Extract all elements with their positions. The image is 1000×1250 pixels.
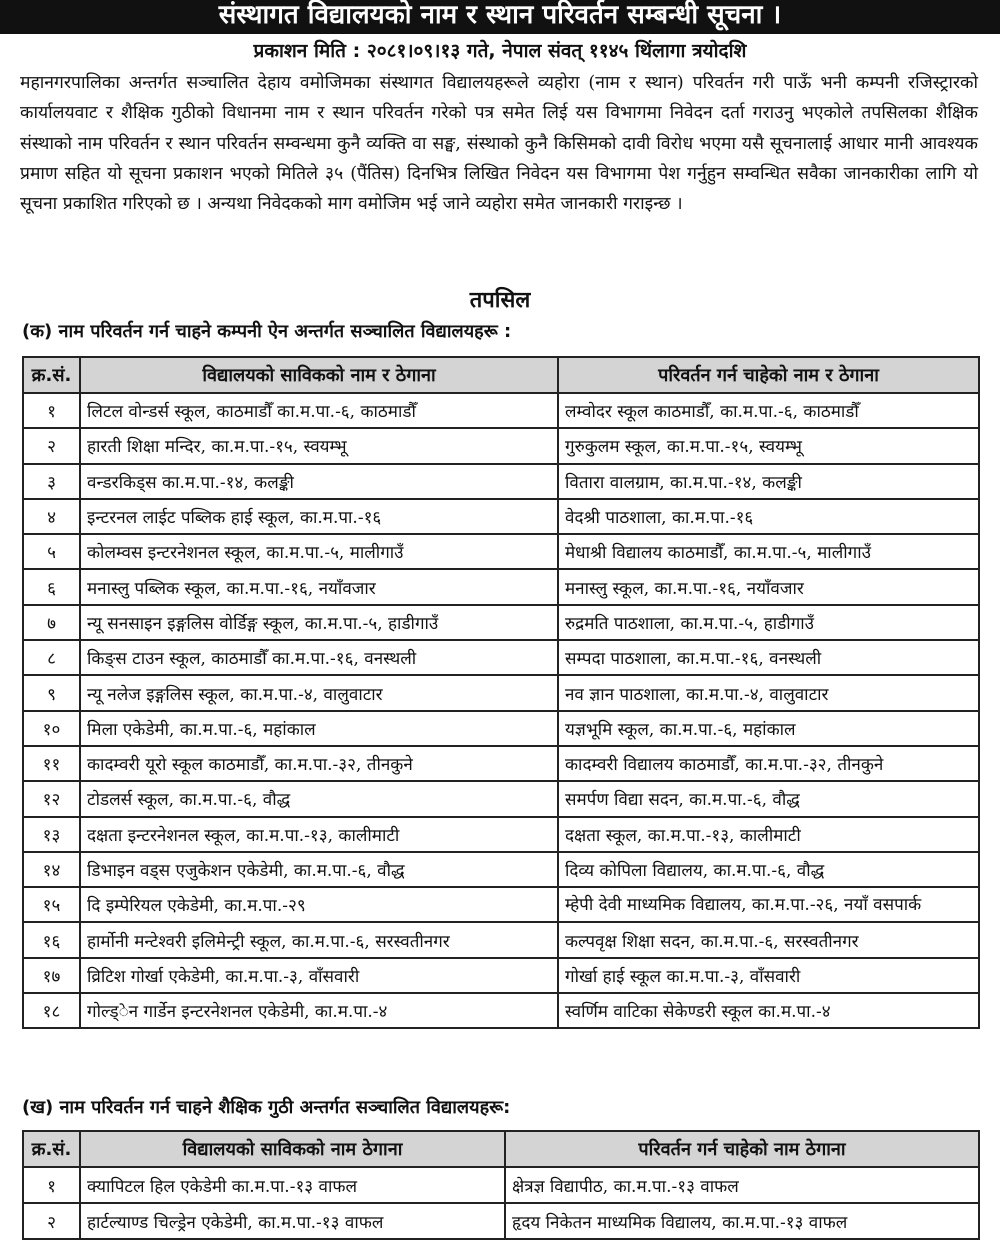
serial-cell: १८ [23,993,80,1028]
serial-cell: ४ [23,499,80,534]
old-name-cell: हार्टल्याण्ड चिल्ड्रेन एकेडेमी, का.म.पा.-१३ वाफल [80,1203,505,1239]
table-row [23,781,979,816]
table-row [23,428,979,463]
table-row [23,993,979,1028]
new-name-cell: लम्वोदर स्कूल काठमाडौँ, का.म.पा.-६, काठमाडौँ [558,393,979,428]
new-name-cell: वितारा वालग्राम, का.म.पा.-१४, कलङ्की [558,464,979,499]
table-row [23,393,979,428]
new-name-cell: मेधाश्री विद्यालय काठमाडौँ, का.म.पा.-५, मालीगाउँ [558,534,979,569]
new-name-cell: दक्षता स्कूल, का.म.पा.-१३, कालीमाटी [558,817,979,852]
serial-cell: ६ [23,569,80,604]
section-a-table [22,356,980,1029]
new-name-cell: रुद्रमति पाठशाला, का.म.पा.-५, हाडीगाउँ [558,605,979,640]
table-header-row [23,357,979,393]
old-name-cell: दक्षता इन्टरनेशनल स्कूल, का.म.पा.-१३, कालीमाटी [80,817,558,852]
new-name-cell: दिव्य कोपिला विद्यालय, का.म.पा.-६, वौद्ध [558,852,979,887]
old-name-cell: क्यापिटल हिल एकेडेमी का.म.पा.-१३ वाफल [80,1167,505,1203]
table-row [23,817,979,852]
table-row [23,675,979,710]
table-row [23,640,979,675]
old-name-cell: कोलम्वस इन्टरनेशनल स्कूल, का.म.पा.-५, मालीगाउँ [80,534,558,569]
notice-title: संस्थागत विद्यालयको नाम र स्थान परिवर्तन सम्बन्धी सूचना । [0,0,1000,34]
serial-cell: २ [23,1203,80,1239]
serial-cell: ९ [23,675,80,710]
old-name-cell: डिभाइन वड्स एजुकेशन एकेडेमी, का.म.पा.-६, वौद्ध [80,852,558,887]
serial-cell: १० [23,711,80,746]
column-header-new-name: परिवर्तन गर्न चाहेको नाम र ठेगाना [558,357,979,393]
table-row [23,1167,979,1203]
table-row [23,887,979,922]
old-name-cell: मनास्लु पब्लिक स्कूल, का.म.पा.-१६, नयाँवजार [80,569,558,604]
table-row [23,464,979,499]
old-name-cell: व्रिटिश गोर्खा एकेडेमी, का.म.पा.-३, वाँसवारी [80,958,558,993]
table-row [23,922,979,957]
serial-cell: ५ [23,534,80,569]
old-name-cell: वन्डरकिड्स का.म.पा.-१४, कलङ्की [80,464,558,499]
new-name-cell: हृदय निकेतन माध्यमिक विद्यालय, का.म.पा.-१३ वाफल [505,1203,979,1239]
old-name-cell: लिटल वोन्डर्स स्कूल, काठमाडौँ का.म.पा.-६, काठमाडौँ [80,393,558,428]
section-a-heading: (क) नाम परिवर्तन गर्न चाहने कम्पनी ऐन अन्तर्गत सञ्चालित विद्यालयहरू : [22,321,512,342]
old-name-cell: किङ्स टाउन स्कूल, काठमाडौँ का.म.पा.-१६, वनस्थली [80,640,558,675]
old-name-cell: मिला एकेडेमी, का.म.पा.-६, महांकाल [80,711,558,746]
new-name-cell: वेदश्री पाठशाला, का.म.पा.-१६ [558,499,979,534]
column-header-serial: क्र.सं. [23,1131,80,1167]
section-b-table [22,1130,980,1240]
new-name-cell: सम्पदा पाठशाला, का.म.पा.-१६, वनस्थली [558,640,979,675]
old-name-cell: न्यू सनसाइन इङ्गलिस वोर्डिङ्ग स्कूल, का.म.पा.-५, हाडीगाउँ [80,605,558,640]
old-name-cell: हारती शिक्षा मन्दिर, का.म.पा.-१५, स्वयम्भू [80,428,558,463]
column-header-old-name: विद्यालयको साविकको नाम र ठेगाना [80,357,558,393]
old-name-cell: टोडलर्स स्कूल, का.म.पा.-६, वौद्ध [80,781,558,816]
table-row [23,534,979,569]
new-name-cell: म्हेपी देवी माध्यमिक विद्यालय, का.म.पा.-२६, नयाँ वसपार्क [558,887,979,922]
table-row [23,499,979,534]
old-name-cell: गोल्ड्ेन गार्डेन इन्टरनेशनल एकेडेमी, का.म.पा.-४ [80,993,558,1028]
section-b-heading: (ख) नाम परिवर्तन गर्न चाहने शैक्षिक गुठी अन्तर्गत सञ्चालित विद्यालयहरू: [22,1097,511,1118]
new-name-cell: कादम्वरी विद्यालय काठमाडौँ, का.म.पा.-३२, तीनकुने [558,746,979,781]
serial-cell: १३ [23,817,80,852]
new-name-cell: मनास्लु स्कूल, का.म.पा.-१६, नयाँवजार [558,569,979,604]
new-name-cell: क्षेत्रज्ञ विद्यापीठ, का.म.पा.-१३ वाफल [505,1167,979,1203]
serial-cell: १७ [23,958,80,993]
table-row [23,1203,979,1239]
serial-cell: १ [23,1167,80,1203]
serial-cell: १४ [23,852,80,887]
old-name-cell: इन्टरनल लाईट पब्लिक हाई स्कूल, का.म.पा.-१६ [80,499,558,534]
new-name-cell: स्वर्णिम वाटिका सेकेण्डरी स्कूल का.म.पा.-४ [558,993,979,1028]
table-row [23,711,979,746]
serial-cell: १५ [23,887,80,922]
serial-cell: ८ [23,640,80,675]
new-name-cell: नव ज्ञान पाठशाला, का.म.पा.-४, वालुवाटार [558,675,979,710]
serial-cell: ११ [23,746,80,781]
new-name-cell: कल्पवृक्ष शिक्षा सदन, का.म.पा.-६, सरस्वतीनगर [558,922,979,957]
old-name-cell: हार्मोनी मन्टेश्वरी इलिमेन्ट्री स्कूल, का.म.पा.-६, सरस्वतीनगर [80,922,558,957]
serial-cell: २ [23,428,80,463]
new-name-cell: गोर्खा हाई स्कूल का.म.पा.-३, वाँसवारी [558,958,979,993]
old-name-cell: न्यू नलेज इङ्गलिस स्कूल, का.म.पा.-४, वालुवाटार [80,675,558,710]
serial-cell: १ [23,393,80,428]
table-row [23,605,979,640]
new-name-cell: गुरुकुलम स्कूल, का.म.पा.-१५, स्वयम्भू [558,428,979,463]
table-header-row [23,1131,979,1167]
old-name-cell: दि इम्पेरियल एकेडेमी, का.म.पा.-२९ [80,887,558,922]
serial-cell: १६ [23,922,80,957]
serial-cell: ७ [23,605,80,640]
column-header-new-name: परिवर्तन गर्न चाहेको नाम ठेगाना [505,1131,979,1167]
new-name-cell: समर्पण विद्या सदन, का.म.पा.-६, वौद्ध [558,781,979,816]
table-row [23,746,979,781]
serial-cell: १२ [23,781,80,816]
notice-paragraph: महानगरपालिका अन्तर्गत सञ्चालित देहाय वमोजिमका संस्थागत विद्यालयहरूले व्यहोरा (नाम र स्थान) परिवर्तन गरी पाऊँ भनी कम्पनी रजिस्ट्रारको कार्यालयवाट र शैक्षिक गुठीको विधानमा नाम र स्थान परिवर्तन गरेको पत्र समेत लिई यस विभागमा निवेदन दर्ता गराउनु भएकोले तपसिलका शैक्षिक संस्थाको नाम परिवर्तन र स्थान परिवर्तन सम्वन्धमा कुनै व्यक्ति वा सङ्घ, संस्थाको कुनै किसिमको दावी विरोध भएमा यसै सूचनालाई आधार मानी आवश्यक प्रमाण सहित यो सूचना प्रकाशन भएको मितिले ३५ (पैंतिस) दिनभित्र लिखित निवेदन यस विभागमा पेश गर्नुहुन सम्वन्धित सवैका जानकारीका लागि यो सूचना प्रकाशित गरिएको छ । अन्यथा निवेदकको माग वमोजिम भई जाने व्यहोरा समेत जानकारी गराइन्छ । [20,73,978,215]
table-row [23,852,979,887]
old-name-cell: कादम्वरी यूरो स्कूल काठमाडौँ, का.म.पा.-३२, तीनकुने [80,746,558,781]
column-header-serial: क्र.सं. [23,357,80,393]
table-row [23,958,979,993]
publication-date: प्रकाशन मिति : २०८१।०९।१३ गते, नेपाल संवत् ११४५ थिंलागा त्रयोदशि [253,40,747,62]
table-row [23,569,979,604]
column-header-old-name: विद्यालयको साविकको नाम ठेगाना [80,1131,505,1167]
schedule-heading: तपसिल [469,288,531,313]
serial-cell: ३ [23,464,80,499]
new-name-cell: यज्ञभूमि स्कूल, का.म.पा.-६, महांकाल [558,711,979,746]
